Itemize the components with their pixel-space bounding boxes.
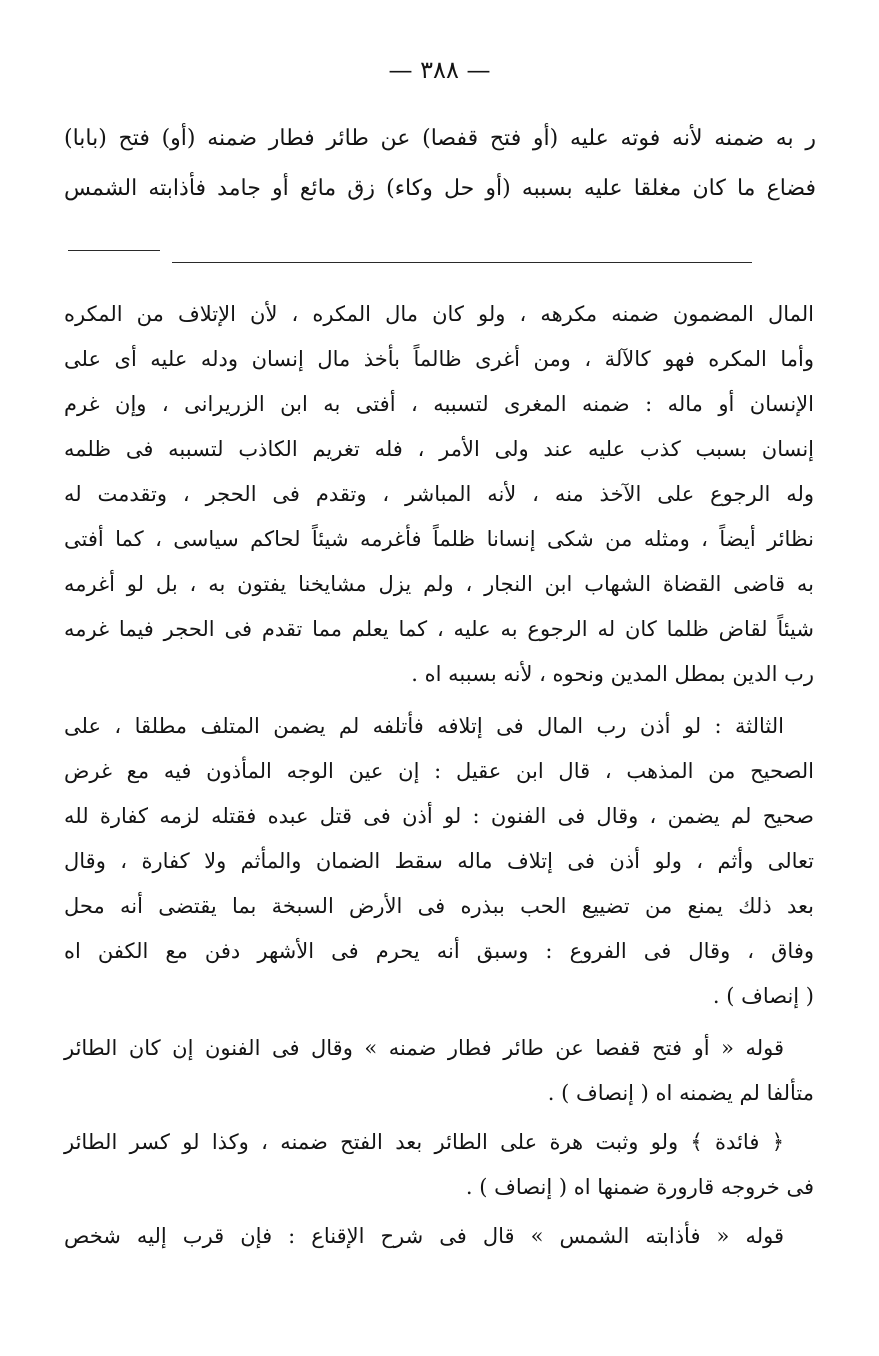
note-line: الإنسان أو ماله : ضمنه المغرى لتسببه ، أفتى به ابن الزريرانى ، وإن غرم	[64, 392, 814, 416]
commentary-notes	[64, 292, 814, 1259]
note-line: الثالثة : لو أذن رب المال فى إتلافه فأتلفه لم يضمن المتلف مطلقا ، على	[64, 714, 784, 738]
main-text-line: ر به ضمنه لأنه فوته عليه (أو فتح قفصا) عن طائر فطار ضمنه (أو) فتح (بابا)	[64, 126, 816, 151]
separator-rule	[172, 262, 752, 263]
note-line: ﴿ فائدة ﴾ ولو وثبت هرة على الطائر بعد الفتح ضمنه ، وكذا لو كسر الطائر	[64, 1130, 784, 1154]
note-line: قوله « أو فتح قفصا عن طائر فطار ضمنه » وقال فى الفنون إن كان الطائر	[64, 1036, 784, 1060]
note-line: رب الدين بمطل المدين ونحوه ، لأنه بسببه اه .	[411, 662, 814, 686]
note-line: نظائر أيضاً ، ومثله من شكى إنسانا ظلماً فأغرمه شيئاً لحاكم سياسى ، كما أفتى	[64, 527, 814, 551]
main-text-line: فضاع ما كان مغلقا عليه بسببه (أو حل وكاء) زق مائع أو جامد فأذابته الشمس	[64, 176, 816, 201]
note-paragraph	[64, 1120, 814, 1210]
note-line: الصحيح من المذهب ، قال ابن عقيل : إن عين الوجه المأذون فيه مع غرض	[64, 759, 814, 783]
note-line: شيئاً لقاض ظلما كان له الرجوع به عليه ، كما يعلم مما تقدم فى الحجر فيما غرمه	[64, 617, 814, 641]
note-line: وأما المكره فهو كالآلة ، ومن أغرى ظالماً بأخذ مال إنسان ودله عليه أى على	[64, 347, 814, 371]
note-line: به قاضى القضاة الشهاب ابن النجار ، ولم يزل مشايخنا يفتون به ، بل لو أغرمه	[64, 572, 814, 596]
note-line: وله الرجوع على الآخذ منه ، لأنه المباشر ، وتقدم فى الحجر ، وتقدمت له	[64, 482, 814, 506]
note-line: متألفا لم يضمنه اه ( إنصاف ) .	[547, 1081, 814, 1105]
note-paragraph	[64, 1026, 814, 1116]
note-line: ( إنصاف ) .	[712, 984, 814, 1008]
note-paragraph	[64, 704, 814, 1019]
note-line: صحيح لم يضمن ، وقال فى الفنون : لو أذن فى قتل عبده فقتله لزمه كفارة لله	[64, 804, 814, 828]
note-line: إنسان بسبب كذب عليه عند ولى الأمر ، فله تغريم الكاذب لتسببه فى ظلمه	[64, 437, 814, 461]
note-line: قوله « فأذابته الشمس » قال فى شرح الإقناع : فإن قرب إليه شخص	[64, 1224, 784, 1248]
note-paragraph	[64, 292, 814, 697]
main-text-block	[64, 114, 816, 214]
separator-rule-short	[68, 250, 160, 251]
note-line: فى خروجه قارورة ضمنها اه ( إنصاف ) .	[465, 1175, 814, 1199]
page-number: — ٣٨٨ —	[388, 56, 491, 84]
note-paragraph	[64, 1214, 814, 1259]
note-line: بعد ذلك يمنع من تضييع الحب ببذره فى الأرض السبخة بما يقتضى أنه محل	[64, 894, 814, 918]
note-line: المال المضمون ضمنه مكرهه ، ولو كان مال المكره ، لأن الإتلاف من المكره	[64, 302, 814, 326]
note-line: وفاق ، وقال فى الفروع : وسبق أنه يحرم فى الأشهر دفن مع الكفن اه	[64, 939, 814, 963]
note-line: تعالى وأثم ، ولو أذن فى إتلاف ماله سقط الضمان والمأثم ولا كفارة ، وقال	[64, 849, 814, 873]
